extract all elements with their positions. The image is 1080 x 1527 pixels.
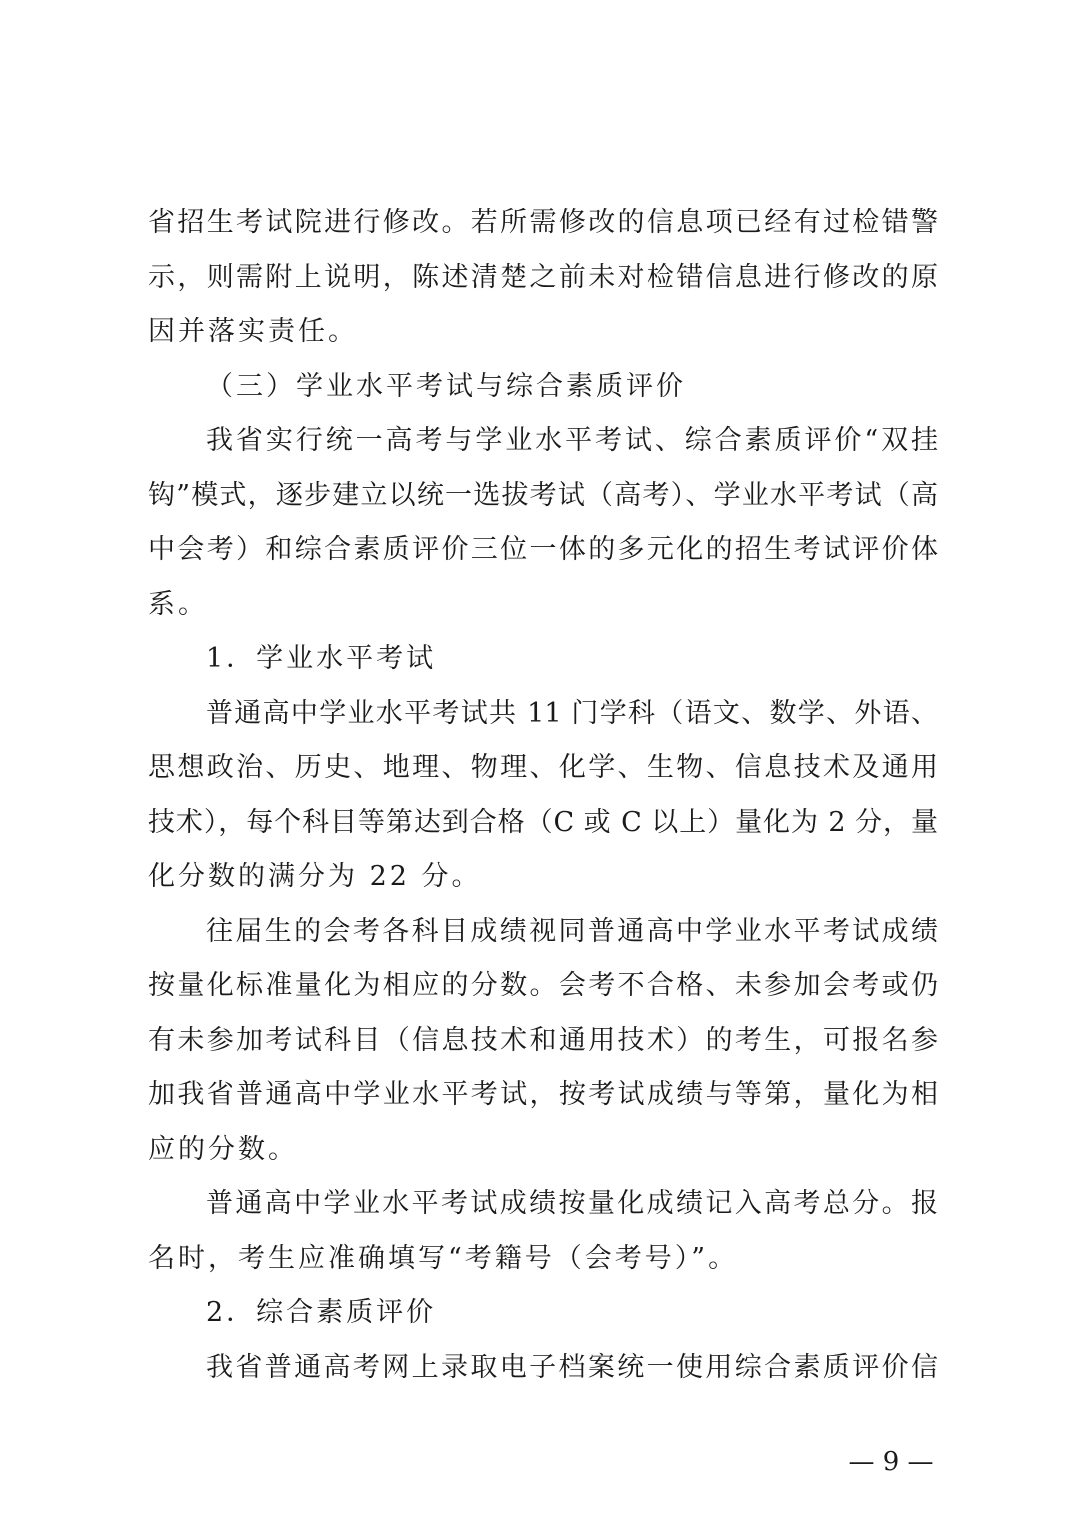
subsection-heading: 1．学业水平考试 (206, 643, 437, 674)
body-text (148, 196, 938, 1395)
section-heading: （三）学业水平考试与综合素质评价 (206, 370, 686, 402)
paragraph-line: 我省普通高考网上录取电子档案统一使用综合素质评价信 (206, 1351, 938, 1383)
paragraph-line: 因并落实责任。 (148, 316, 358, 347)
paragraph-line: 示，则需附上说明，陈述清楚之前未对检错信息进行修改的原 (148, 261, 938, 293)
paragraph-line: 化分数的满分为 22 分。 (148, 861, 482, 892)
paragraph-line: 技术），每个科目等第达到合格（C 或 C 以上）量化为 2 分，量 (148, 806, 938, 838)
paragraph-line: 普通高中学业水平考试成绩按量化成绩记入高考总分。报 (206, 1188, 938, 1219)
paragraph-line: 应的分数。 (148, 1133, 298, 1165)
paragraph-line: 我省实行统一高考与学业水平考试、综合素质评价“双挂 (206, 425, 938, 456)
paragraph-line: 省招生考试院进行修改。若所需修改的信息项已经有过检错警 (148, 207, 938, 238)
paragraph-line: 加我省普通高中学业水平考试，按考试成绩与等第，量化为相 (148, 1079, 938, 1110)
paragraph-line: 中会考）和综合素质评价三位一体的多元化的招生考试评价体 (148, 534, 938, 565)
paragraph-line: 按量化标准量化为相应的分数。会考不合格、未参加会考或仍 (148, 970, 938, 1001)
paragraph-line: 系。 (148, 588, 208, 620)
paragraph-line: 名时，考生应准确填写“考籍号（会考号）”。 (148, 1242, 739, 1274)
paragraph-line: 钩”模式，逐步建立以统一选拔考试（高考）、学业水平考试（高 (148, 479, 938, 511)
subsection-heading: 2．综合素质评价 (206, 1297, 437, 1328)
paragraph-line: 往届生的会考各科目成绩视同普通高中学业水平考试成绩 (206, 915, 938, 947)
paragraph-line: 有未参加考试科目（信息技术和通用技术）的考生，可报名参 (148, 1024, 938, 1056)
page-number: — 9 — (848, 1447, 934, 1477)
paragraph-line: 思想政治、历史、地理、物理、化学、生物、信息技术及通用 (148, 752, 938, 783)
paragraph-line: 普通高中学业水平考试共 11 门学科（语文、数学、外语、 (206, 697, 938, 729)
